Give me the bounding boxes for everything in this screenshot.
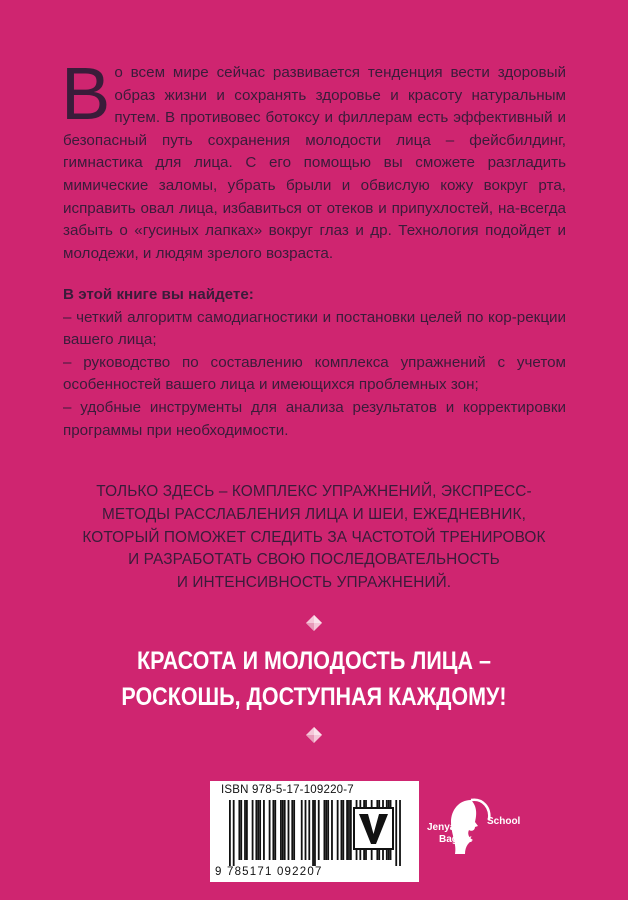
barcode-bar — [308, 800, 310, 860]
barcode-bar — [229, 800, 231, 866]
isbn-label: ISBN 978-5-17-109220-7 — [221, 784, 354, 796]
barcode-bar — [246, 800, 248, 860]
intro-paragraph — [61, 52, 566, 265]
barcode-bar — [282, 800, 284, 860]
book-contents — [63, 284, 566, 442]
diamond-icon — [306, 727, 322, 743]
barcode-bar — [291, 800, 293, 860]
list-item: – четкий алгоритм самодиагностики и постановки целей по кор-рекции вашего лица; — [63, 308, 566, 349]
barcode-digits: 9 785171 092207 — [215, 866, 323, 878]
barcode-bar — [255, 800, 257, 860]
exclusive-note — [74, 481, 554, 595]
book-contents-heading: В этой книге вы найдете: — [63, 286, 254, 303]
slogan-line: РОСКОШЬ, ДОСТУПНАЯ КАЖДОМУ! — [121, 683, 507, 711]
barcode-bar — [293, 800, 295, 860]
barcode-bar — [305, 800, 307, 860]
woman-silhouette-logo — [425, 794, 521, 860]
svg-text:Jenya: Jenya — [427, 822, 456, 833]
barcode-bar — [318, 800, 320, 860]
barcode-bar — [346, 800, 348, 860]
barcode-bar — [244, 800, 246, 860]
barcode-bar — [257, 800, 259, 860]
svg-text:Baglyk: Baglyk — [439, 834, 472, 845]
intro-text: о всем мире сейчас развивается тенденция вести здоровый образ жизни и сохранять здоровье и красоту натуральным путем. В противовес ботоксу и филлерам есть эффективный и безопасный путь сохранения молодости лица – фейсбилдинг, гимнастика для лица. С его помощью вы сможете разгладить мимические заломы, убрать брыли и обвислую кожу вокруг рта, исправить овал лица, избавиться от отеков и припухлостей, на-всегда забыть о «гусиных лапках» вокруг глаз и др. Технология подойдет и молодежи, и людям зрелого возраста. — [63, 64, 566, 262]
barcode-bar — [288, 800, 290, 860]
barcode-bar — [233, 800, 235, 866]
list-item: – удобные инструменты для анализа результатов и корректировки программы при необходимости. — [63, 398, 566, 439]
exclusive-line: МЕТОДЫ РАССЛАБЛЕНИЯ ЛИЦА И ШЕИ, ЕЖЕДНЕВНИК, — [102, 505, 526, 523]
barcode-bar — [395, 800, 397, 866]
barcode-bar — [331, 800, 333, 860]
list-item: – руководство по составлению комплекса упражнений с учетом особенностей вашего лица и имеющихся проблемных зон; — [63, 353, 566, 394]
barcode-bar — [301, 800, 303, 860]
barcode-bar — [280, 800, 282, 860]
barcode-bar — [314, 800, 316, 866]
barcode-bar — [312, 800, 314, 866]
exclusive-line: КОТОРЫЙ ПОМОЖЕТ СЛЕДИТЬ ЗА ЧАСТОТОЙ ТРЕНИРОВОК — [82, 528, 546, 546]
barcode-bar — [284, 800, 286, 860]
exclusive-line: И ИНТЕНСИВНОСТЬ УПРАЖНЕНИЙ. — [176, 574, 452, 592]
barcode-bar — [272, 800, 274, 860]
barcode-bar — [327, 800, 329, 860]
barcode-bar — [269, 800, 271, 860]
barcode-bar — [259, 800, 261, 860]
barcode-bar — [252, 800, 254, 860]
exclusive-line: ТОЛЬКО ЗДЕСЬ – КОМПЛЕКС УПРАЖНЕНИЙ, ЭКСПРЕСС- — [96, 483, 532, 500]
barcode-bar — [238, 800, 240, 860]
drop-cap: В — [61, 52, 111, 135]
barcode-bar — [240, 800, 242, 860]
barcode-bar — [348, 800, 350, 860]
barcode-bar — [350, 800, 352, 860]
slogan — [99, 643, 529, 715]
barcode-bar — [341, 800, 343, 860]
slogan-line: КРАСОТА И МОЛОДОСТЬ ЛИЦА – — [137, 647, 491, 675]
barcode-bar — [324, 800, 326, 860]
barcode-bar — [274, 800, 276, 860]
barcode-bar — [342, 800, 344, 860]
barcode-bar — [263, 800, 265, 860]
exclusive-line: И РАЗРАБОТАТЬ СВОЮ ПОСЛЕДОВАТЕЛЬНОСТЬ — [128, 551, 500, 569]
barcode-bar — [337, 800, 339, 860]
svg-text:School: School — [487, 816, 521, 827]
diamond-icon — [306, 615, 322, 631]
barcode-bar — [399, 800, 401, 866]
barcode-bar — [325, 800, 327, 860]
v-mark-icon — [353, 807, 394, 850]
